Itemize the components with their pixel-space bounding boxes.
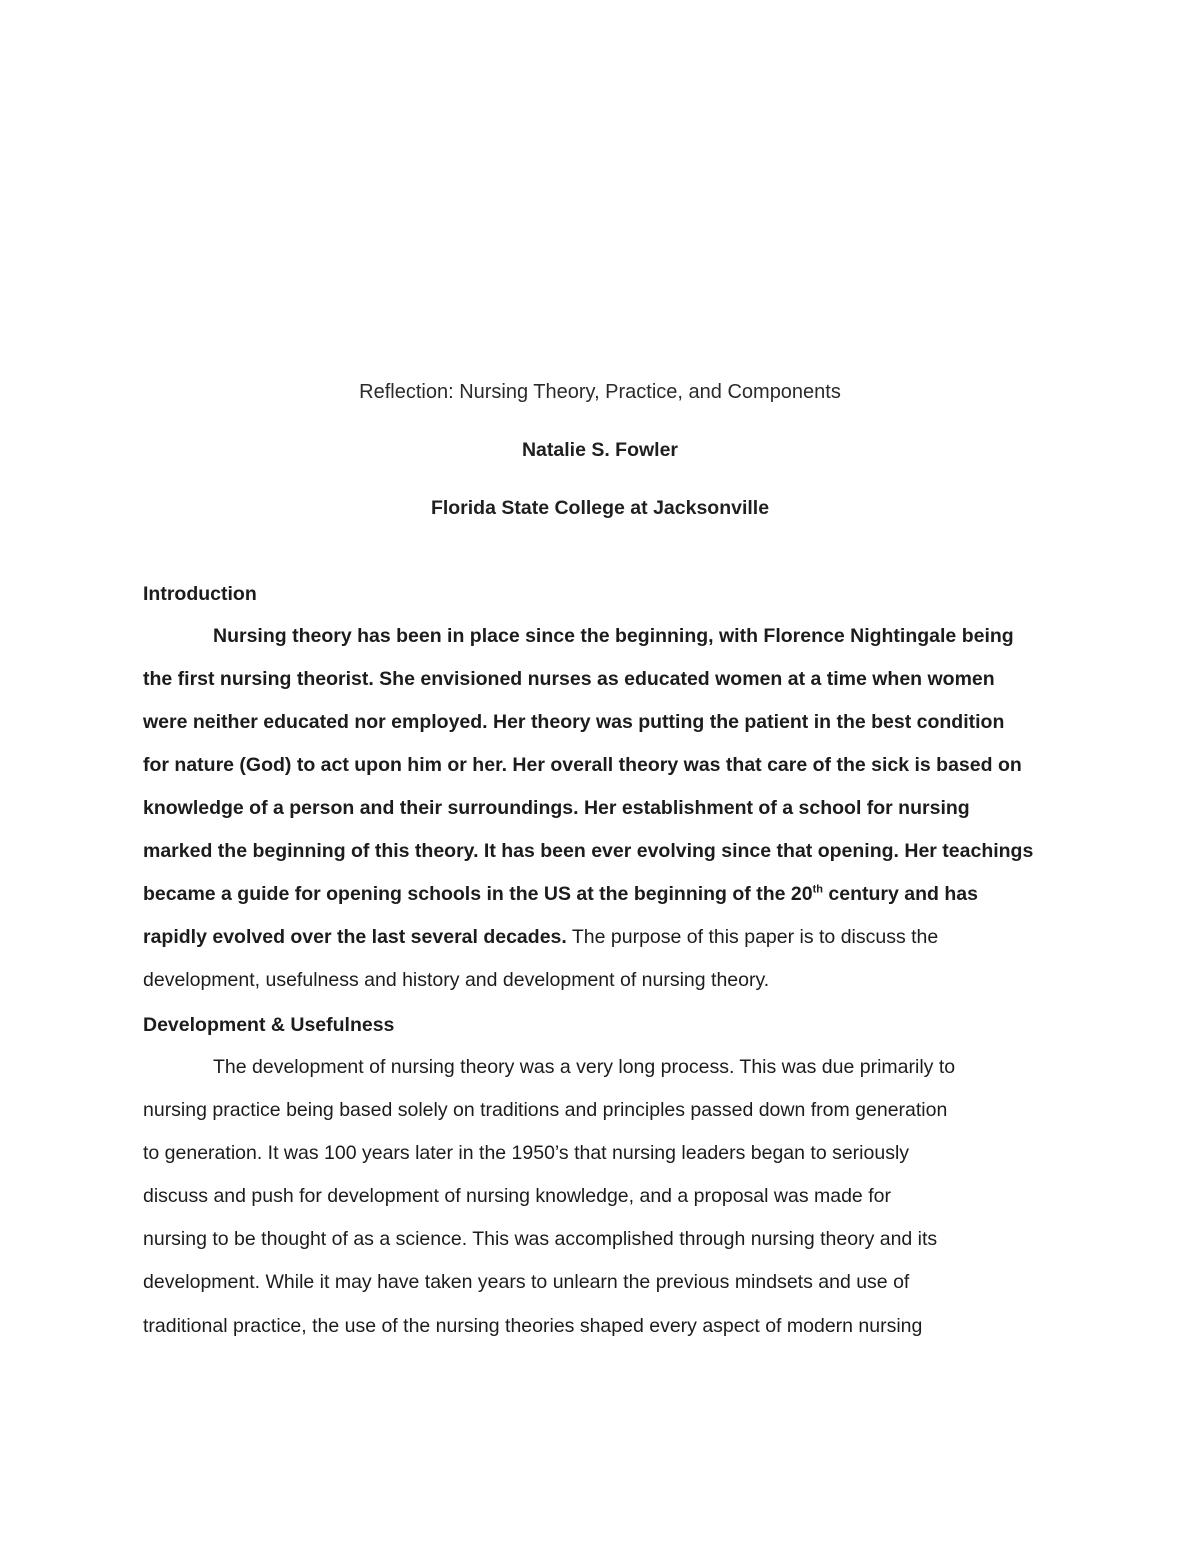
author-name: Natalie S. Fowler: [521, 439, 679, 461]
paragraph-line: development, usefulness and history and development of nursing theory.: [143, 969, 770, 991]
section-heading-development: Development & Usefulness: [143, 1014, 395, 1036]
section-heading-introduction: Introduction: [143, 583, 257, 605]
line-text: became a guide for opening schools in the US at the beginning of the 20: [143, 883, 813, 905]
paper-title: Reflection: Nursing Theory, Practice, and Components: [359, 381, 841, 403]
paragraph-line: for nature (God) to act upon him or her. Her overall theory was that care of the sick is based on: [143, 754, 1022, 776]
paragraph-line: [143, 880, 1063, 908]
paragraph-line: development. While it may have taken years to unlearn the previous mindsets and use of: [143, 1271, 910, 1293]
paragraph-line: nursing to be thought of as a science. This was accomplished through nursing theory and its: [143, 1228, 938, 1250]
paragraph-line: the first nursing theorist. She envisioned nurses as educated women at a time when women: [143, 668, 995, 690]
paragraph-line: Nursing theory has been in place since the beginning, with Florence Nightingale being: [213, 625, 1014, 647]
paragraph-line: to generation. It was 100 years later in the 1950’s that nursing leaders began to seriously: [143, 1142, 910, 1164]
paragraph-line: marked the beginning of this theory. It has been ever evolving since that opening. Her teachings: [143, 840, 1034, 862]
line-text: The purpose of this paper is to discuss the: [566, 926, 939, 948]
ordinal-suffix: th: [812, 883, 823, 896]
line-text: century and has: [822, 883, 978, 905]
paragraph-line: knowledge of a person and their surroundings. Her establishment of a school for nursing: [143, 797, 970, 819]
paragraph-line: The development of nursing theory was a very long process. This was due primarily to: [213, 1056, 956, 1078]
line-text: rapidly evolved over the last several decades.: [143, 926, 567, 948]
institution-name: Florida State College at Jacksonville: [430, 497, 770, 519]
paragraph-line: were neither educated nor employed. Her theory was putting the patient in the best condition: [143, 711, 1005, 733]
paragraph-line: traditional practice, the use of the nursing theories shaped every aspect of modern nursing: [143, 1315, 923, 1337]
paragraph-line: nursing practice being based solely on traditions and principles passed down from generation: [143, 1099, 948, 1121]
paragraph-line: discuss and push for development of nursing knowledge, and a proposal was made for: [143, 1185, 891, 1207]
paragraph-line: [143, 923, 1063, 951]
